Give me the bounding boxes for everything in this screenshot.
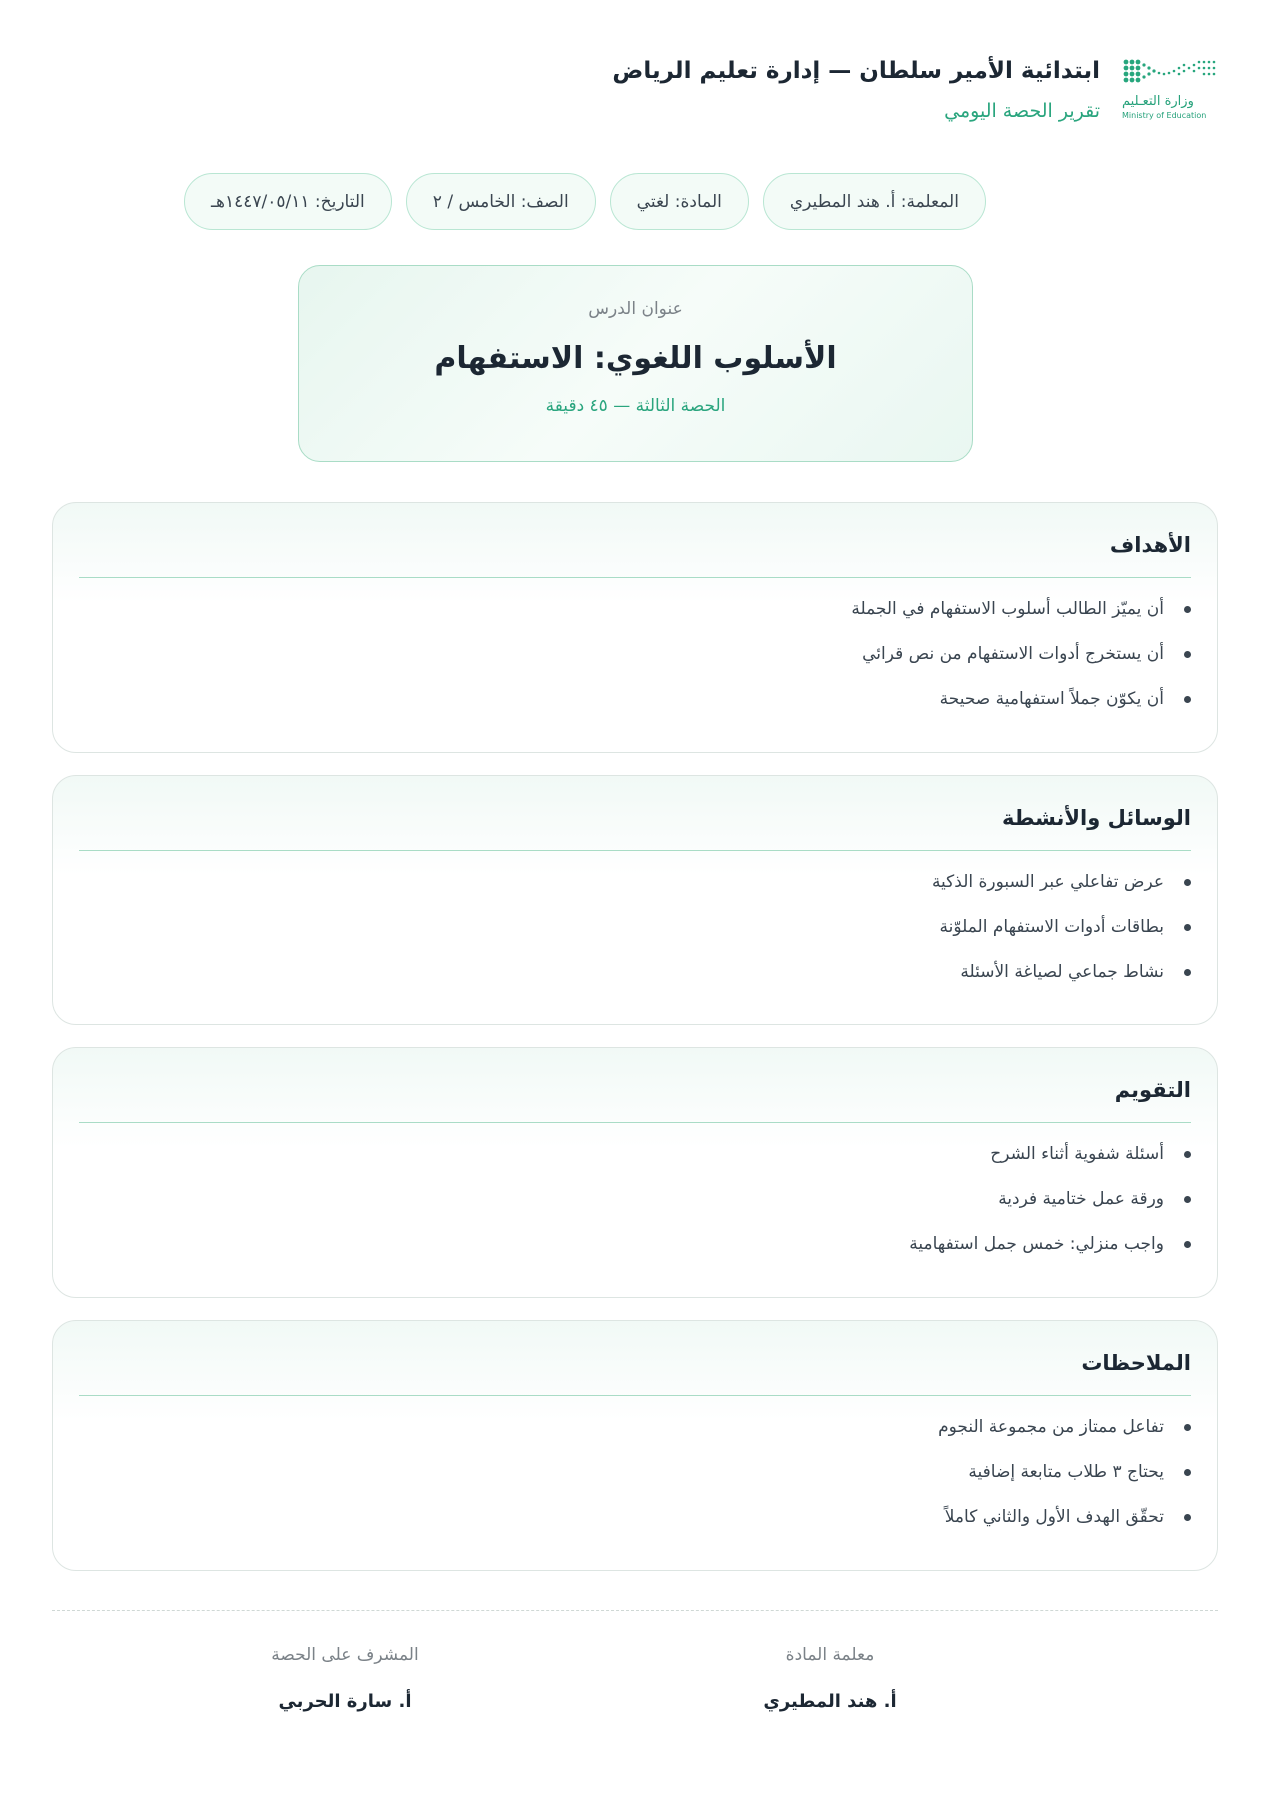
list-item-text: أن يكوّن جملاً استفهامية صحيحة xyxy=(939,689,1164,709)
signature-label: المشرف على الحصة xyxy=(271,1645,419,1665)
ministry-logo xyxy=(1122,58,1218,120)
chip-date: التاريخ: ١٤٤٧/٠٥/١١هـ xyxy=(184,173,392,230)
report-title: تقرير الحصة اليومي xyxy=(944,99,1100,122)
list-item-text: تفاعل ممتاز من مجموعة النجوم xyxy=(938,1417,1164,1437)
ministry-dots-icon xyxy=(1122,58,1218,88)
list-item xyxy=(79,1184,1191,1229)
chip-subject: المادة: لغتي xyxy=(610,173,749,230)
bullet-icon xyxy=(1184,1151,1191,1158)
logo-arabic-text: وزارة التعـليم xyxy=(1122,94,1194,109)
list-item xyxy=(79,1229,1191,1274)
list-item-text: تحقّق الهدف الأول والثاني كاملاً xyxy=(944,1507,1164,1527)
bullet-icon xyxy=(1184,651,1191,658)
chip-class: الصف: الخامس / ٢ xyxy=(406,173,596,230)
lesson-title-card xyxy=(298,265,973,462)
section-title: التقويم xyxy=(1114,1078,1191,1102)
list-item xyxy=(79,684,1191,729)
list-item xyxy=(79,1412,1191,1457)
section-divider xyxy=(79,577,1191,578)
list-item xyxy=(79,1457,1191,1502)
list-item xyxy=(79,867,1191,912)
section-divider xyxy=(79,850,1191,851)
bullet-icon xyxy=(1184,1469,1191,1476)
signature-teacher xyxy=(680,1645,980,1712)
signature-name: أ. هند المطيري xyxy=(763,1691,897,1712)
logo-english-text: Ministry of Education xyxy=(1122,111,1207,120)
list-item-text: أن يميّز الطالب أسلوب الاستفهام في الجملة xyxy=(851,599,1164,619)
lesson-title: الأسلوب اللغوي: الاستفهام xyxy=(434,341,837,376)
bullet-icon xyxy=(1184,1196,1191,1203)
list-item-text: نشاط جماعي لصياغة الأسئلة xyxy=(960,962,1164,982)
section-title: الملاحظات xyxy=(1081,1351,1191,1375)
section-objectives xyxy=(52,502,1218,753)
list-item xyxy=(79,1139,1191,1184)
bullet-icon xyxy=(1184,606,1191,613)
header-text xyxy=(612,58,1100,122)
list-item-text: أن يستخرج أدوات الاستفهام من نص قرائي xyxy=(862,644,1164,664)
chip-teacher: المعلمة: أ. هند المطيري xyxy=(763,173,986,230)
section-list xyxy=(79,1412,1191,1547)
info-chips xyxy=(0,173,1270,230)
report-header xyxy=(612,58,1218,122)
list-item-text: أسئلة شفوية أثناء الشرح xyxy=(990,1144,1164,1164)
list-item-text: عرض تفاعلي عبر السبورة الذكية xyxy=(931,872,1164,892)
section-divider xyxy=(79,1395,1191,1396)
list-item-text: واجب منزلي: خمس جمل استفهامية xyxy=(909,1234,1164,1254)
list-item-text: بطاقات أدوات الاستفهام الملوّنة xyxy=(939,917,1164,937)
signature-name: أ. سارة الحربي xyxy=(278,1691,412,1712)
section-list xyxy=(79,867,1191,1002)
signature-label: معلمة المادة xyxy=(785,1645,875,1665)
bullet-icon xyxy=(1184,1241,1191,1248)
section-list xyxy=(79,594,1191,729)
bullet-icon xyxy=(1184,879,1191,886)
bullet-icon xyxy=(1184,1514,1191,1521)
list-item xyxy=(79,1502,1191,1547)
lesson-period: الحصة الثالثة — ٤٥ دقيقة xyxy=(545,396,726,416)
lesson-label: عنوان الدرس xyxy=(588,299,683,319)
section-list xyxy=(79,1139,1191,1274)
list-item xyxy=(79,594,1191,639)
section-title: الأهداف xyxy=(1109,533,1191,557)
bullet-icon xyxy=(1184,696,1191,703)
signature-supervisor xyxy=(195,1645,495,1712)
list-item xyxy=(79,957,1191,1002)
bullet-icon xyxy=(1184,1424,1191,1431)
list-item xyxy=(79,912,1191,957)
section-divider xyxy=(79,1122,1191,1123)
section-notes xyxy=(52,1320,1218,1571)
school-name: ابتدائية الأمير سلطان — إدارة تعليم الرياض xyxy=(612,58,1100,84)
section-title: الوسائل والأنشطة xyxy=(1001,806,1191,830)
section-activities xyxy=(52,775,1218,1025)
bullet-icon xyxy=(1184,969,1191,976)
list-item xyxy=(79,639,1191,684)
section-assessment xyxy=(52,1047,1218,1298)
bullet-icon xyxy=(1184,924,1191,931)
list-item-text: يحتاج ٣ طلاب متابعة إضافية xyxy=(968,1462,1164,1482)
list-item-text: ورقة عمل ختامية فردية xyxy=(998,1189,1164,1209)
footer-divider xyxy=(52,1610,1218,1611)
